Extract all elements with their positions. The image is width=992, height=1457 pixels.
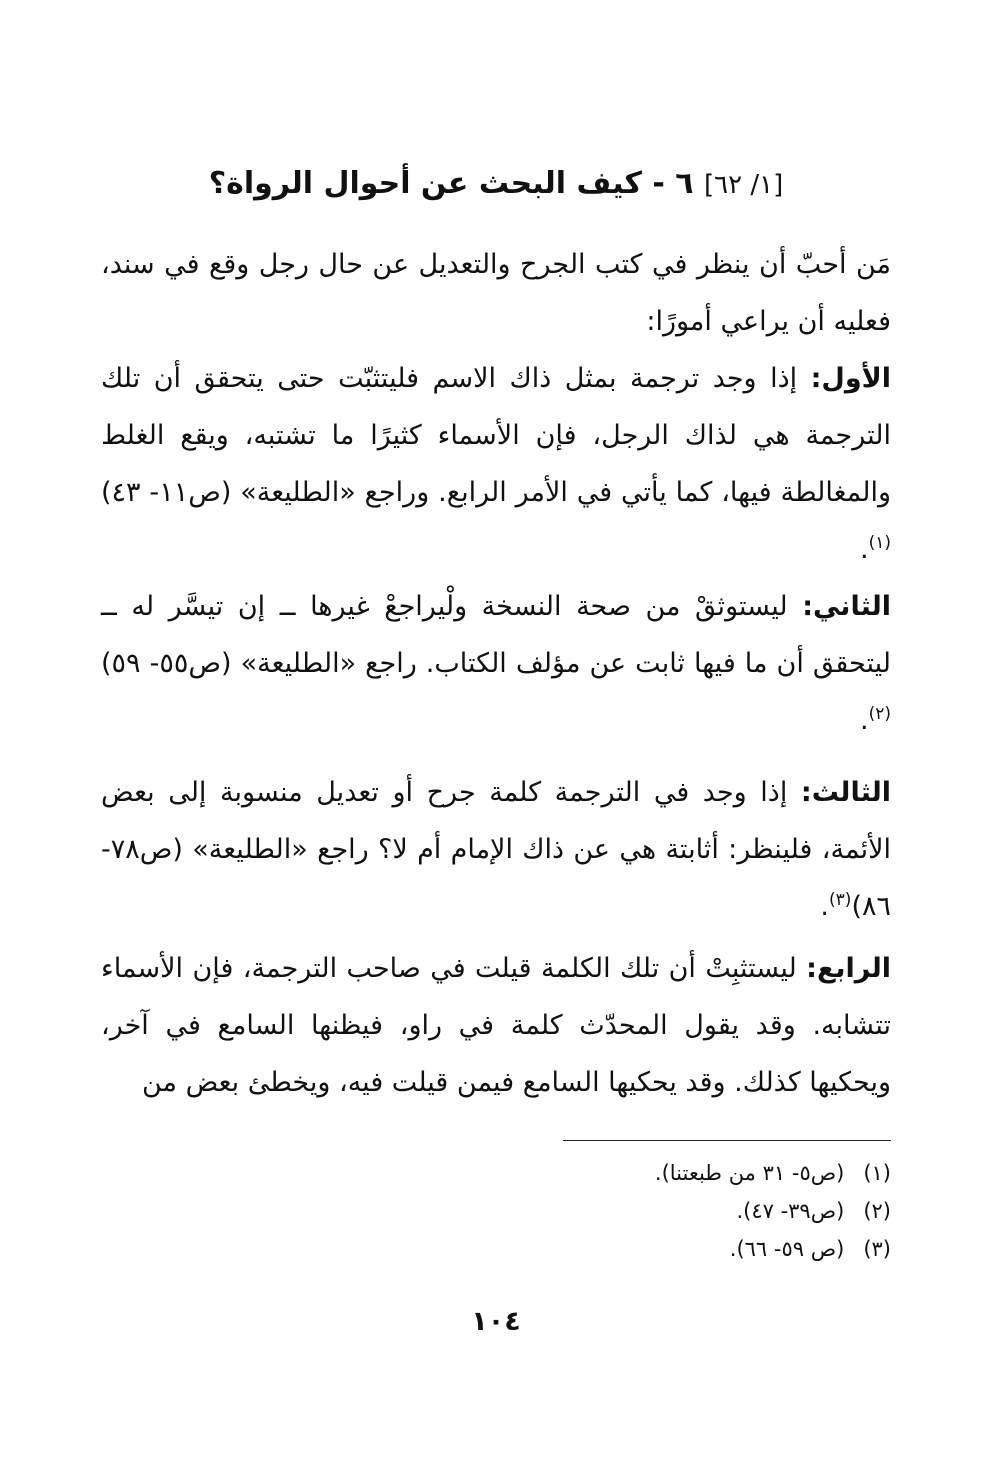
paragraph-fourth (101, 940, 891, 1111)
heading-reference: [١/ ٦٢] (704, 170, 784, 200)
footnotes-list (400, 1154, 891, 1268)
paragraph-first (101, 350, 891, 578)
footnote-number: (٣) (863, 1237, 891, 1261)
paragraph-end: . (859, 705, 869, 736)
section-heading (150, 162, 842, 207)
paragraph-text: ليستثبِتْ أن تلك الكلمة قيلت في صاحب الترجمة، فإن الأسماء تتشابه. وقد يقول المحدّث كلمة في راو، فيظنها السامع في آخر، ويحكيها كذلك. وقد يحكيها السامع فيمن قيلت فيه، ويخطئ بعض من (101, 953, 891, 1098)
footnote-number: (٢) (863, 1199, 891, 1223)
footnote-text: (ص٣٩- ٤٧). (736, 1199, 845, 1223)
footnote-reference[interactable]: (٣) (829, 890, 852, 910)
paragraph-label: الأول: (810, 363, 891, 394)
footnote-text: (ص ٥٩- ٦٦). (729, 1237, 845, 1261)
paragraph-third (101, 764, 891, 935)
heading-title: ٦ - كيف البحث عن أحوال الرواة؟ (208, 166, 694, 201)
footnote-item (400, 1192, 891, 1230)
footnote-reference[interactable]: (٢) (868, 704, 891, 724)
footnote-reference[interactable]: (١) (868, 533, 891, 553)
footnote-divider (563, 1140, 891, 1141)
footnote-item (400, 1154, 891, 1192)
footnote-number: (١) (863, 1161, 891, 1185)
footnote-text: (ص٥- ٣١ من طبعتنا). (654, 1161, 845, 1185)
paragraph-end: . (859, 534, 869, 565)
paragraph-second (101, 578, 891, 749)
page-number: ١٠٤ (471, 1306, 521, 1337)
paragraph-label: الثالث: (800, 777, 891, 808)
paragraph-label: الثاني: (802, 591, 891, 622)
intro-paragraph: مَن أحبّ أن ينظر في كتب الجرح والتعديل عن حال رجل وقع في سند، فعليه أن يراعي أمورًا: (101, 249, 891, 337)
paragraph-text: إذا وجد في الترجمة كلمة جرح أو تعديل منسوبة إلى بعض الأئمة، فلينظر: أثابتة هي عن ذاك الإمام أم لا؟ راجع «الطليعة» (ص٧٨- ٨٦) (101, 777, 891, 922)
paragraph-text: ليستوثقْ من صحة النسخة ولْيراجعْ غيرها ــ إن تيسَّر له ــ ليتحقق أن ما فيها ثابت عن مؤلف الكتاب. راجع «الطليعة» (ص٥٥- ٥٩) (101, 591, 891, 679)
footnote-item (400, 1230, 891, 1268)
paragraph-text: إذا وجد ترجمة بمثل ذاك الاسم فليتثبّت حتى يتحقق أن تلك الترجمة هي لذاك الرجل، فإن الأسماء كثيرًا ما تشتبه، ويقع الغلط والمغالطة فيها، كما يأتي في الأمر الرابع. وراجع «الطليعة» (ص١١- ٤٣) (101, 363, 891, 508)
paragraph-label: الرابع: (806, 953, 891, 984)
paragraph-end: . (820, 891, 830, 922)
